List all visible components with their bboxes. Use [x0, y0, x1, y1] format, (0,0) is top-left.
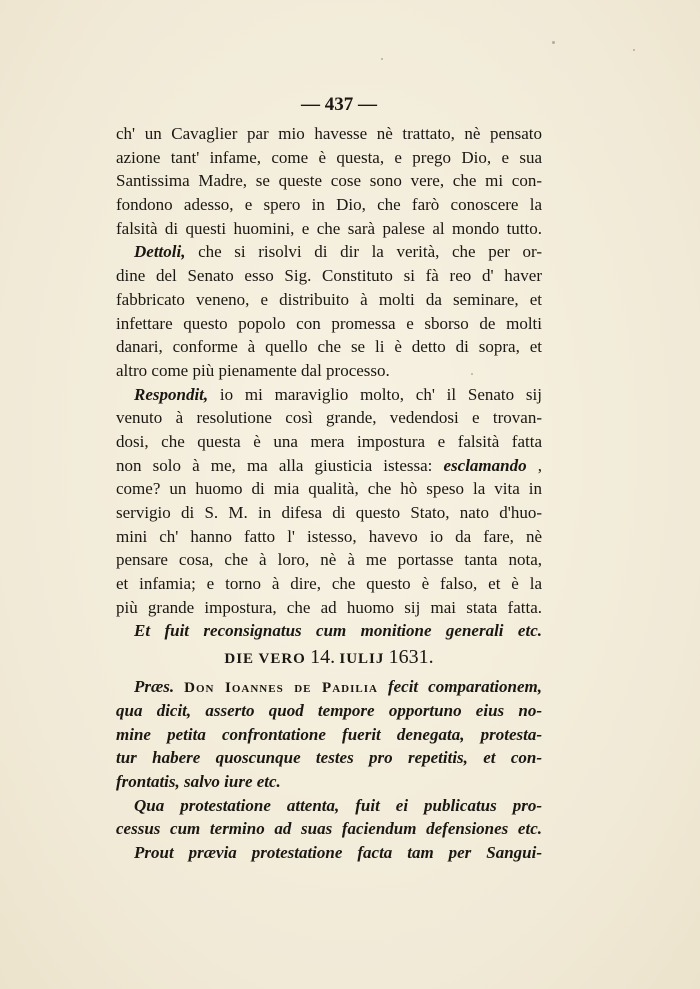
text-line: venuto à resolutione così grande, vedendosi e trovan-: [116, 408, 542, 428]
text-line: mine petita confrontatione fuerit denegata, protesta-: [116, 724, 542, 744]
text-line: falsità di questi huomini, e che sarà palese al mondo tutto.: [116, 218, 542, 238]
date-month: IULIJ: [339, 651, 385, 668]
text-line: frontatis, salvo iure etc.: [116, 771, 281, 791]
text-line: Et fuit reconsignatus cum monitione generali etc.: [134, 621, 542, 641]
text-line: fabbricato veneno, e distribuito à molti da seminare, et: [116, 289, 542, 309]
date-line: [116, 643, 542, 671]
paragraph-lead-word: Præs.: [134, 677, 185, 697]
date-prefix: DIE VERO: [224, 651, 306, 668]
person-name: Don Ioannes de Padilia: [184, 680, 378, 697]
text-line: Santissima Madre, se queste cose sono vere, che mi con-: [116, 171, 542, 191]
text-line: cessus cum termino ad suas faciendum defensiones etc.: [116, 819, 542, 839]
text-line: tur habere quoscunque testes pro repetitis, et con-: [116, 748, 542, 768]
paper-speck: [552, 41, 555, 44]
paragraph-text: non solo à me, ma alla giusticia istessa:: [116, 455, 444, 475]
paper-speck: [633, 49, 635, 51]
text-line: servigio di S. M. in difesa di questo Stato, nato d'huo-: [116, 503, 542, 522]
text-line: pensare cosa, che à loro, nè à me portasse tanta nota,: [116, 550, 542, 570]
emphasis-word: esclamando: [443, 455, 527, 475]
text-line: altro come più pienamente dal processo.: [116, 360, 390, 380]
paper-speck: [381, 58, 383, 60]
text-line: dine del Senato esso Sig. Constituto si fà reo d' haver: [116, 266, 542, 286]
text-line: et infamia; e torno à dire, che questo è falso, et è la: [116, 574, 542, 594]
page-number: — 437 —: [301, 94, 377, 115]
text-line: [116, 675, 542, 699]
text-line: danari, conforme à quello che se li è detto di sopra, et: [116, 337, 542, 357]
text-line: [116, 383, 542, 407]
text-line: fondono adesso, e spero in Dio, che farò conoscere la: [116, 195, 542, 215]
text-line: più grande impostura, che ad huomo sij mai stata fatta.: [116, 597, 542, 617]
text-line: Prout prævia protestatione facta tam per Sangui-: [134, 842, 542, 862]
text-line: mini ch' hanno fatto l' istesso, havevo io da fare, nè: [116, 526, 542, 546]
date-day: 14.: [310, 646, 336, 669]
paragraph-text: che si risolvi di dir la verità, che per or-: [185, 242, 542, 262]
text-line: qua dicit, asserto quod tempore opportuno eius no-: [116, 700, 542, 720]
paragraph-text: io mi maraviglio molto, ch' il Senato sij: [208, 384, 542, 404]
text-line: ch' un Cavaglier par mio havesse nè trattato, nè pensato: [116, 124, 542, 143]
paragraph-text: ,: [526, 455, 542, 475]
text-line: infettare questo popolo con promessa e sborso de molti: [116, 313, 542, 333]
text-line: [116, 240, 542, 264]
text-line: [116, 454, 542, 478]
text-line: azione tant' infame, come è questa, e prego Dio, e sua: [116, 147, 542, 167]
paragraph-text: fecit comparationem,: [377, 677, 542, 697]
text-line: come? un huomo di mia qualità, che hò speso la vita in: [116, 479, 542, 499]
paragraph-lead-word: Respondit,: [134, 384, 209, 404]
paragraph-lead-word: Dettoli,: [134, 242, 186, 262]
date-year: 1631.: [388, 646, 434, 669]
text-line: Qua protestatione attenta, fuit ei publicatus pro-: [134, 795, 542, 815]
text-line: dosi, che questa è una mera impostura e falsità fatta: [116, 431, 542, 451]
text-column: [116, 88, 542, 865]
